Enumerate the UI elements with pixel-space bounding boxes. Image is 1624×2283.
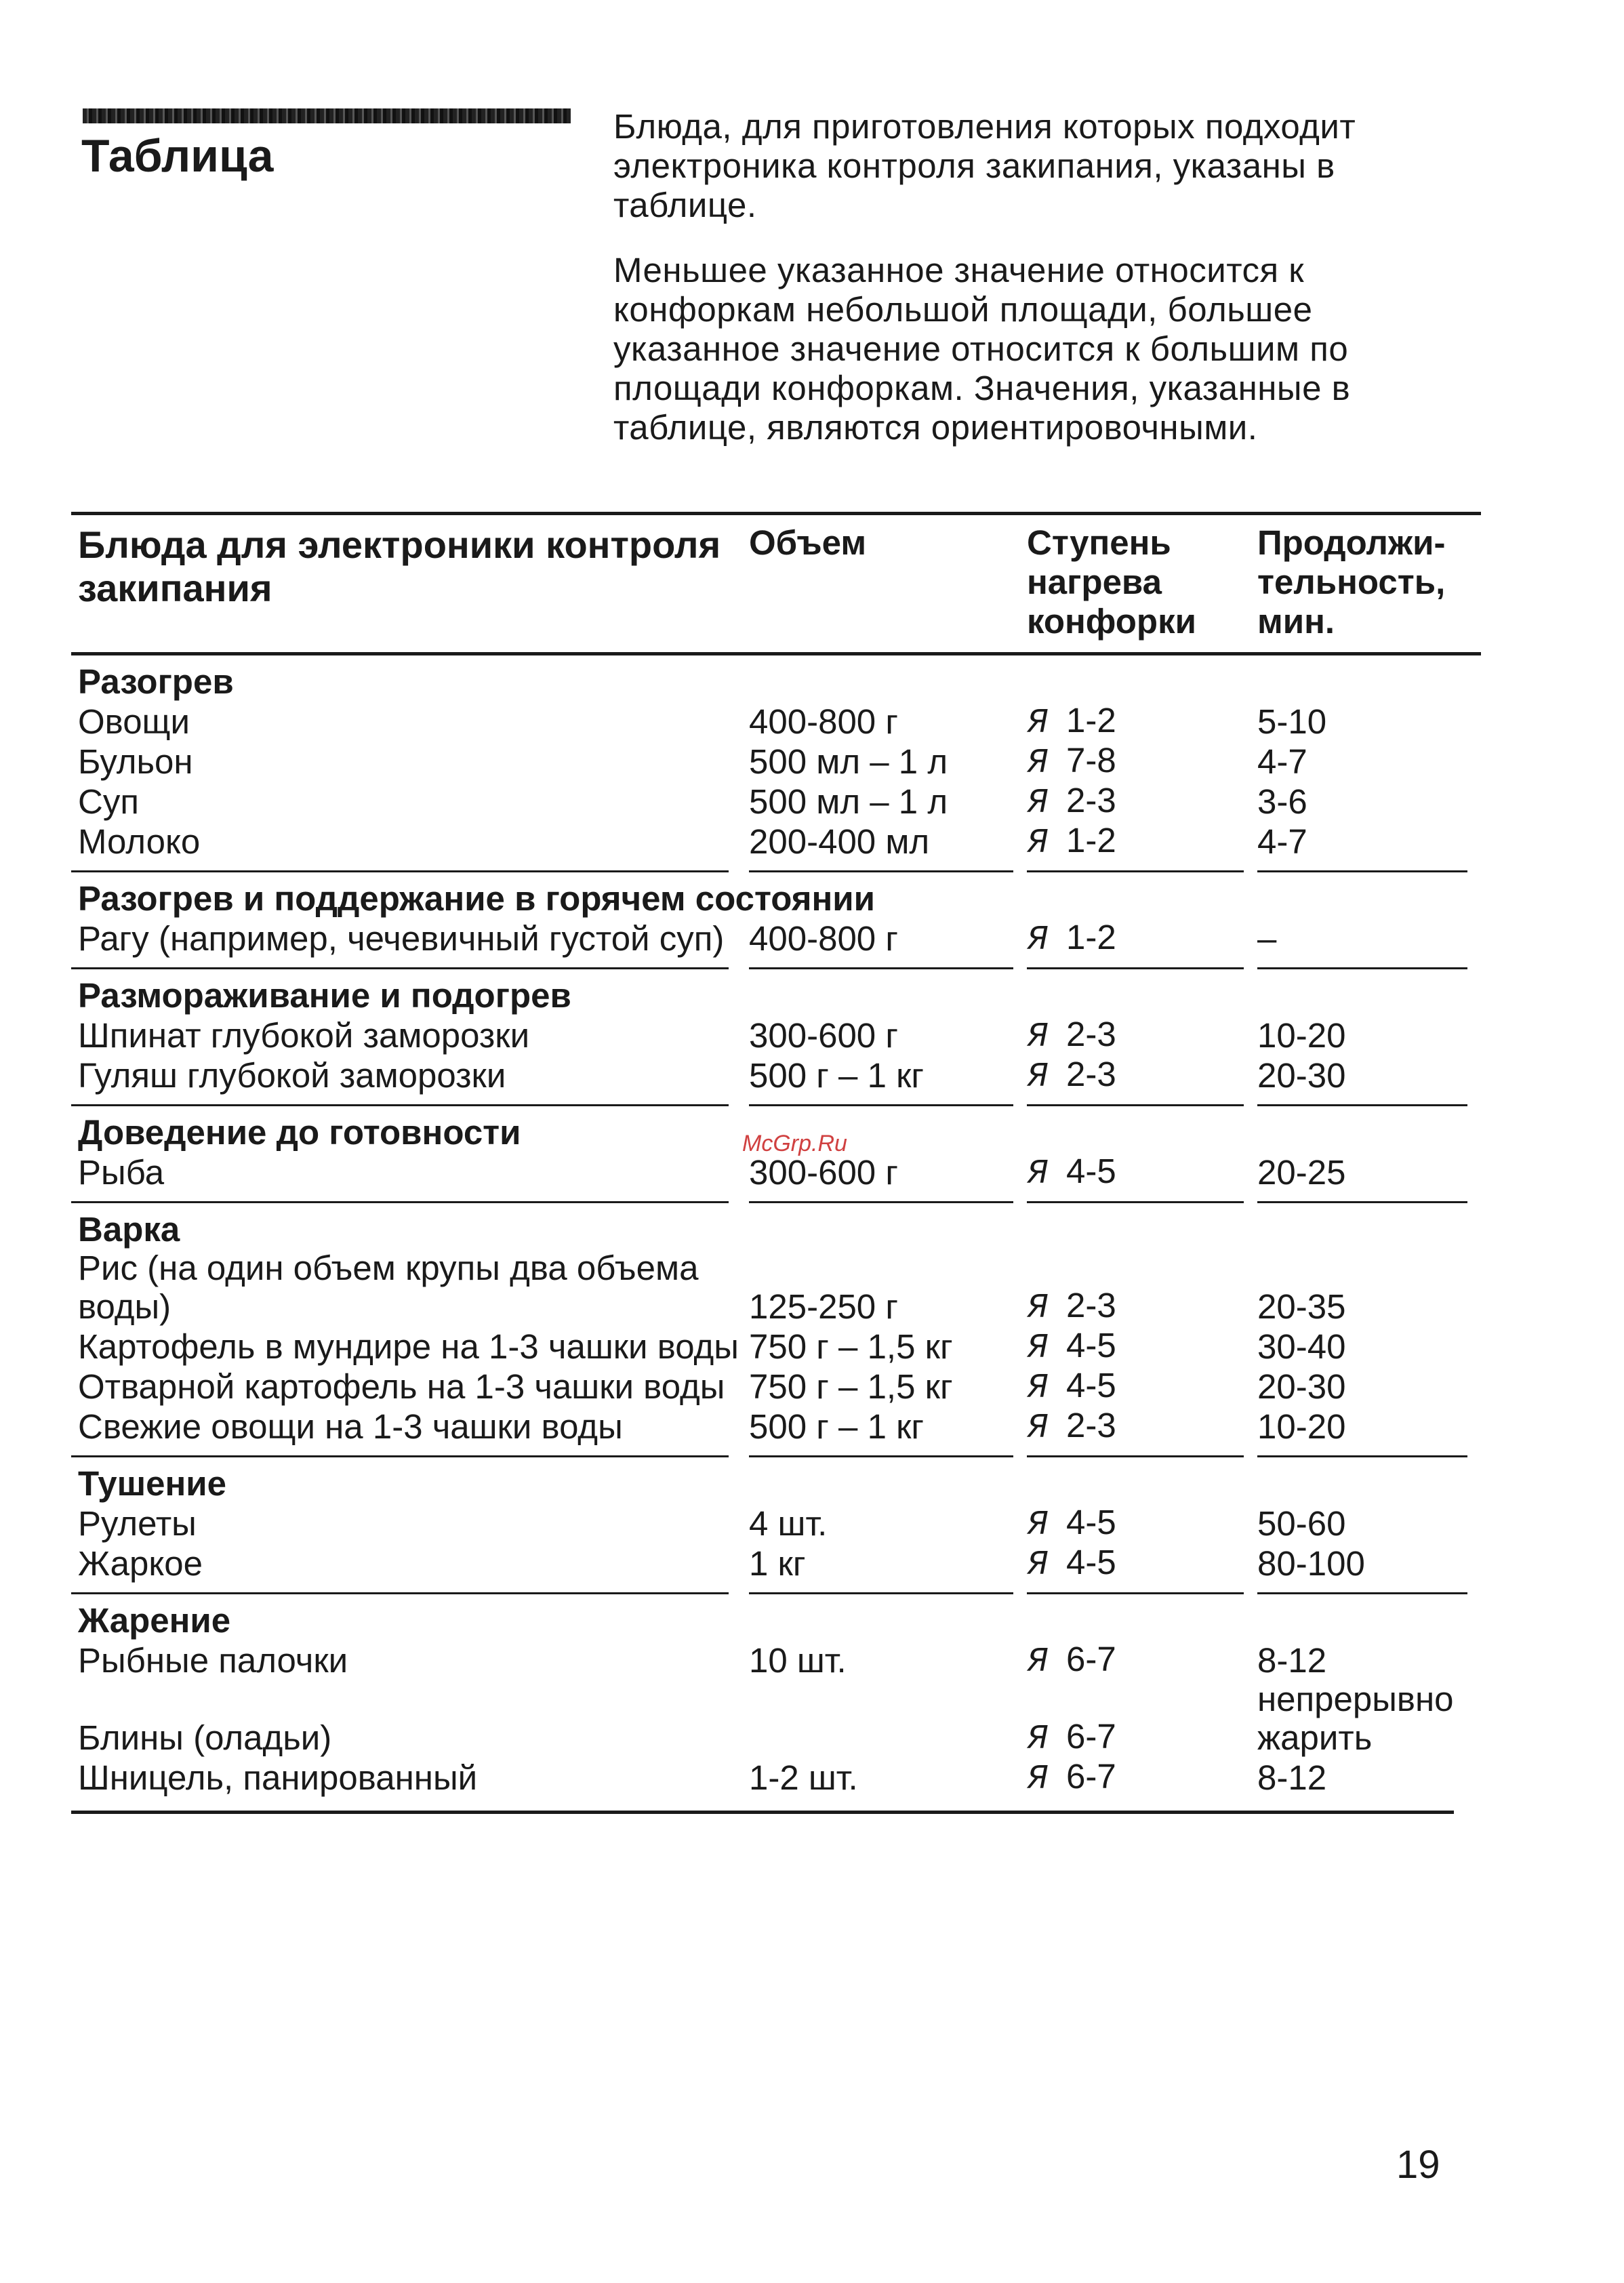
cell-volume: 1-2 шт. (749, 1758, 858, 1797)
cell-level (1027, 1326, 1257, 1366)
table-row (71, 741, 1481, 781)
header-duration: Продолжи-тельность, мин. (1257, 523, 1446, 641)
burner-level-icon: Я (1027, 1154, 1049, 1190)
level-value: 1-2 (1065, 821, 1116, 860)
cell-level (1027, 781, 1257, 821)
burner-level-icon: Я (1027, 1545, 1049, 1581)
table-row (71, 1015, 1481, 1055)
level-value: 4-5 (1065, 1543, 1116, 1581)
burner-level-icon: Я (1027, 1368, 1049, 1405)
cell-duration: 8-12 (1257, 1758, 1327, 1797)
table-row (71, 1406, 1481, 1446)
page-number: 19 (1396, 2143, 1440, 2187)
table-row (71, 1757, 1481, 1797)
table-bottom-rule (71, 1811, 1454, 1814)
level-value: 4-5 (1065, 1366, 1116, 1405)
group-title: Тушение (78, 1464, 226, 1503)
cell-duration: 10-20 (1257, 1016, 1346, 1055)
table-row (71, 1055, 1481, 1095)
cell-level (1027, 1286, 1257, 1326)
cell-volume: 500 г – 1 кг (749, 1056, 925, 1095)
level-value: 2-3 (1065, 1406, 1116, 1444)
cell-volume: 500 г – 1 кг (749, 1407, 925, 1446)
table-row (71, 821, 1481, 861)
cell-volume: 300-600 г (749, 1153, 898, 1192)
table-row (71, 701, 1481, 741)
table-row (71, 1152, 1481, 1192)
burner-level-icon: Я (1027, 703, 1049, 740)
cell-duration: 4-7 (1257, 742, 1307, 781)
cell-dish: Картофель в мундире на 1-3 чашки воды (78, 1327, 739, 1366)
table-header (71, 512, 1481, 655)
header-volume: Объем (749, 523, 867, 562)
level-value: 2-3 (1065, 1286, 1116, 1325)
level-value: 6-7 (1065, 1757, 1116, 1796)
cell-duration: 8-12 (1257, 1641, 1327, 1680)
cell-volume: 400-800 г (749, 919, 898, 958)
cell-duration: 80-100 (1257, 1544, 1365, 1583)
level-value: 2-3 (1065, 781, 1116, 820)
cell-duration: 20-30 (1257, 1367, 1346, 1406)
cell-level (1027, 701, 1257, 741)
cell-duration: 5-10 (1257, 702, 1327, 741)
cell-volume: 125-250 г (749, 1287, 898, 1326)
burner-level-icon: Я (1027, 743, 1049, 780)
cell-volume: 1 кг (749, 1544, 806, 1583)
cell-dish: Рулеты (78, 1504, 197, 1543)
level-value: 7-8 (1065, 741, 1116, 780)
cell-level (1027, 1015, 1257, 1055)
cell-duration: 3-6 (1257, 782, 1307, 821)
level-value: 4-5 (1065, 1152, 1116, 1190)
level-value: 2-3 (1065, 1055, 1116, 1093)
cell-level (1027, 1543, 1257, 1583)
burner-level-icon: Я (1027, 1719, 1049, 1756)
level-value: 1-2 (1065, 918, 1116, 956)
cell-duration: 20-35 (1257, 1287, 1346, 1326)
cell-dish: Блины (оладьи) (78, 1718, 332, 1757)
group-title: Размораживание и подогрев (78, 976, 571, 1015)
cell-duration: 30-40 (1257, 1327, 1346, 1366)
cell-dish: Овощи (78, 702, 190, 741)
title-decorative-bar (83, 108, 571, 123)
cell-dish: Шпинат глубокой заморозки (78, 1016, 530, 1055)
cell-level (1027, 1366, 1257, 1406)
cell-duration: 20-30 (1257, 1056, 1346, 1095)
cell-dish: Шницель, панированный (78, 1758, 478, 1797)
cell-dish: Рыбные палочки (78, 1641, 348, 1680)
burner-level-icon: Я (1027, 920, 1049, 956)
intro-paragraph-1: Блюда, для приготовления которых подходит электроника контроля закипания, указаны в таблице. (613, 107, 1356, 224)
table-row (71, 781, 1481, 821)
burner-level-icon: Я (1027, 1642, 1049, 1678)
cell-duration: 20-25 (1257, 1153, 1346, 1192)
boil-control-table (71, 512, 1481, 1814)
table-group (71, 872, 1481, 967)
cell-duration: непрерывно жарить (1257, 1680, 1454, 1757)
burner-level-icon: Я (1027, 1505, 1049, 1541)
table-row (71, 1366, 1481, 1406)
level-value: 2-3 (1065, 1015, 1116, 1053)
level-value: 6-7 (1065, 1717, 1116, 1756)
cell-level (1027, 1406, 1257, 1446)
level-value: 4-5 (1065, 1326, 1116, 1365)
cell-dish: Отварной картофель на 1-3 чашки воды (78, 1367, 725, 1406)
burner-level-icon: Я (1027, 1288, 1049, 1325)
burner-level-icon: Я (1027, 783, 1049, 820)
table-group (71, 969, 1481, 1104)
cell-level (1027, 741, 1257, 781)
cell-level (1027, 1152, 1257, 1192)
burner-level-icon: Я (1027, 1759, 1049, 1796)
cell-volume: 10 шт. (749, 1641, 847, 1680)
page-title: Таблица (81, 130, 274, 182)
level-value: 6-7 (1065, 1640, 1116, 1678)
cell-volume: 500 мл – 1 л (749, 742, 948, 781)
cell-level (1027, 821, 1257, 861)
watermark: McGrp.Ru (742, 1131, 847, 1156)
burner-level-icon: Я (1027, 1408, 1049, 1444)
table-row (71, 1503, 1481, 1543)
group-title: Варка (78, 1210, 180, 1249)
cell-dish: Суп (78, 782, 139, 821)
cell-volume: 500 мл – 1 л (749, 782, 948, 821)
group-title: Доведение до готовности (78, 1113, 521, 1152)
cell-level (1027, 1717, 1257, 1757)
cell-volume: 300-600 г (749, 1016, 898, 1055)
table-row (71, 1326, 1481, 1366)
cell-dish: Жаркое (78, 1544, 203, 1583)
cell-level (1027, 1640, 1257, 1680)
group-title: Жарение (78, 1601, 231, 1640)
table-row (71, 1680, 1481, 1757)
intro-text (613, 107, 1481, 473)
table-group (71, 1594, 1481, 1806)
level-value: 1-2 (1065, 701, 1116, 740)
cell-level (1027, 1503, 1257, 1543)
table-row (71, 918, 1481, 958)
cell-volume: 750 г – 1,5 кг (749, 1327, 953, 1366)
table-row (71, 1543, 1481, 1583)
cell-level (1027, 918, 1257, 958)
table-group (71, 655, 1481, 870)
burner-level-icon: Я (1027, 1017, 1049, 1053)
cell-dish: Бульон (78, 742, 193, 781)
header-level: Ступень нагрева конфорки (1027, 523, 1196, 641)
intro-paragraph-2: Меньшее указанное значение относится к конфоркам небольшой площади, большее указанное значение относится к большим по площади конфоркам. Значения, указанные в таблице, являются ориентировочными. (613, 251, 1351, 447)
table-row (71, 1249, 1481, 1326)
burner-level-icon: Я (1027, 1328, 1049, 1365)
table-row (71, 1640, 1481, 1680)
cell-level (1027, 1757, 1257, 1797)
burner-level-icon: Я (1027, 1057, 1049, 1093)
cell-dish: Свежие овощи на 1-3 чашки воды (78, 1407, 623, 1446)
cell-volume: 400-800 г (749, 702, 898, 741)
cell-volume: 4 шт. (749, 1504, 828, 1543)
cell-duration: – (1257, 919, 1277, 958)
cell-dish: Рыба (78, 1153, 165, 1192)
cell-duration: 4-7 (1257, 822, 1307, 861)
cell-dish: Гуляш глубокой заморозки (78, 1056, 506, 1095)
table-group (71, 1203, 1481, 1455)
cell-duration: 50-60 (1257, 1504, 1346, 1543)
level-value: 4-5 (1065, 1503, 1116, 1541)
cell-volume: 750 г – 1,5 кг (749, 1367, 953, 1406)
table-body (71, 655, 1481, 1806)
group-title: Разогрев (78, 662, 234, 701)
cell-dish: Рис (на один объем крупы два объема воды) (78, 1249, 699, 1326)
cell-volume: 200-400 мл (749, 822, 930, 861)
group-title: Разогрев и поддержание в горячем состоянии (78, 879, 876, 918)
header-dish: Блюда для электроники контроля закипания (78, 523, 721, 609)
cell-dish: Рагу (например, чечевичный густой суп) (78, 919, 725, 958)
cell-duration: 10-20 (1257, 1407, 1346, 1446)
burner-level-icon: Я (1027, 823, 1049, 860)
cell-level (1027, 1055, 1257, 1095)
cell-dish: Молоко (78, 822, 201, 861)
table-group (71, 1457, 1481, 1592)
